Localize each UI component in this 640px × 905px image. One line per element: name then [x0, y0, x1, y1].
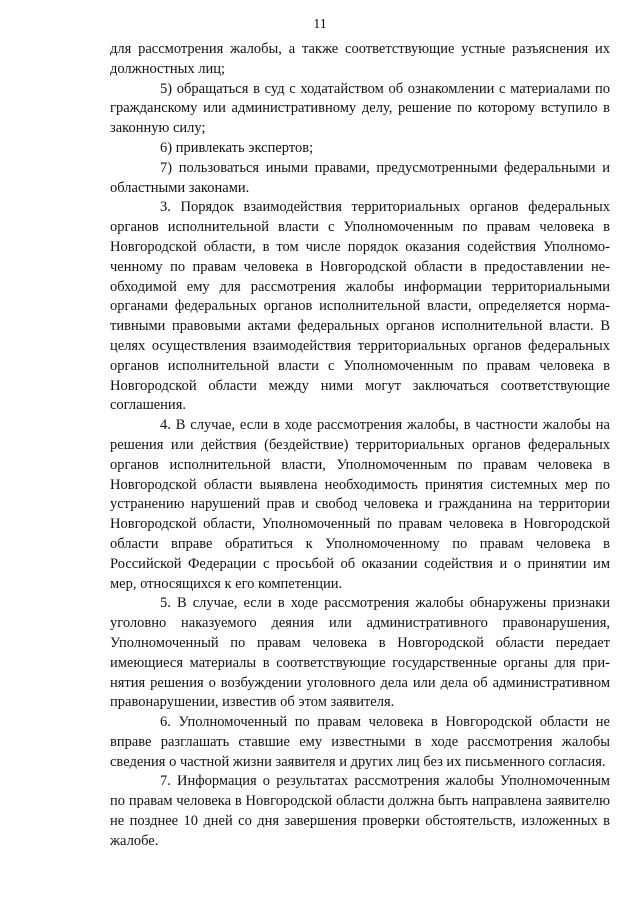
- document-body: [110, 40, 610, 852]
- paragraph-section-3: 3. Порядок взаимодействия территориальных органов федеральных органов исполнительной власти с Уполномоченным по правам человека в Новгородской области, в том числе порядок оказания содействия Уполномоченному по правам человека в Новгородской области в предоставлении необходимой ему для рассмотрения жалобы информации территориальными органами федеральных органов исполнительной власти, определяется нормативными правовыми актами федеральных органов исполнительной власти. В целях осуществления взаимодействия территориальных органов федеральных органов исполнительной власти с Уполномоченным по правам человека в Новгородской области между ними могут заключаться соответствующие соглашения.: [110, 199, 610, 414]
- paragraph-section-6: 6. Уполномоченный по правам человека в Новгородской области не вправе разглашать ставшие ему известными в ходе рассмотрения жалобы сведения о частной жизни заявителя и других лиц без их письменного согласия.: [110, 714, 610, 770]
- paragraph-continuation: для рассмотрения жалобы, а также соответствующие устные разъяснения их должностных лиц;: [110, 41, 610, 77]
- paragraph-item-7: 7) пользоваться иными правами, предусмотренными федеральными и областными законами.: [110, 159, 610, 196]
- paragraph-item-5: 5) обращаться в суд с ходатайством об ознакомлении с материалами по гражданскому или административному делу, решение по которому вступило в законную силу;: [110, 80, 610, 137]
- paragraph-section-5: 5. В случае, если в ходе рассмотрения жалобы обнаружены признаки уголовно наказуемого деяния или административного правонарушения, Уполномоченный по правам человека в Новгородской области передает имеющиеся материалы в соответствующие государственные органы для принятия решения о возбуждении уголовного дела или дела об административном правонарушении, известив об этом заявителя.: [110, 595, 610, 711]
- paragraph-section-7: 7. Информация о результатах рассмотрения жалобы Уполномоченным по правам человека в Новгородской области должна быть направлена заявителю не позднее 10 дней со дня завершения проверки обстоятельств, изложенных в жалобе.: [110, 773, 610, 849]
- paragraph-item-6: 6) привлекать экспертов;: [160, 139, 314, 156]
- page-number: 11: [313, 17, 327, 32]
- paragraph-section-4: 4. В случае, если в ходе рассмотрения жалобы, в частности жалобы на решения или действия (бездействие) территориальных органов федеральных органов исполнительной власти, Уполномоченным по правам человека в Новгородской области выявлена необходимость принятия системных мер по устранению нарушений прав и свобод человека и гражданина на территории Новгородской области, Уполномоченный по правам человека в Новгородской области вправе обратиться к Уполномоченному по правам человека в Российской Федерации с просьбой об оказании содействия и о принятии им мер, относящихся к его компетенции.: [110, 417, 610, 592]
